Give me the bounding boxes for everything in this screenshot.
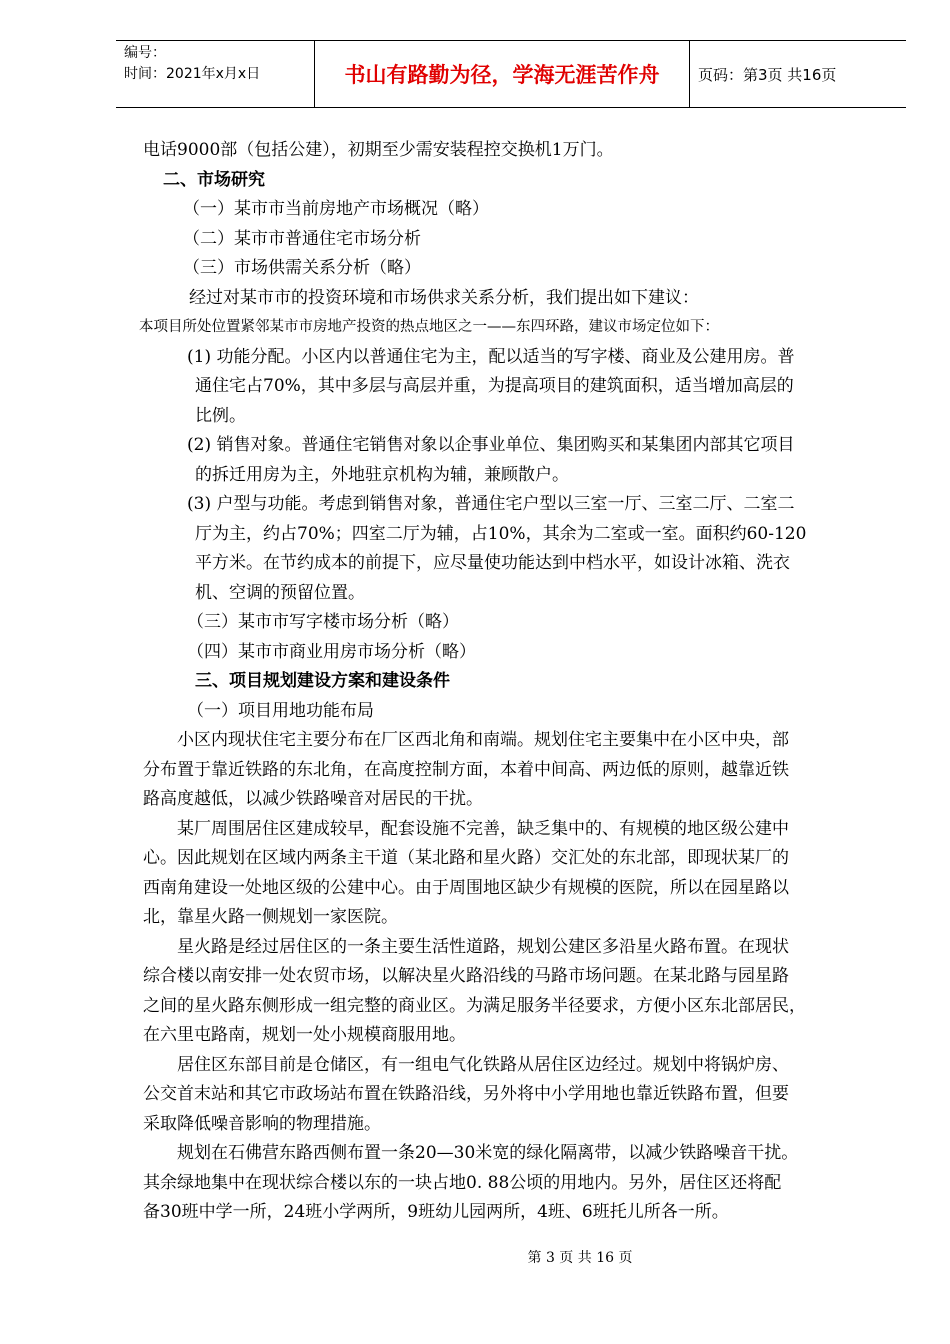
subsection-title: （一）项目用地功能布局 (187, 700, 374, 721)
body-line: 之间的星火路东侧形成一组完整的商业区。为满足服务半径要求，方便小区东北部居民， (143, 995, 806, 1016)
body-line: 其余绿地集中在现状综合楼以东的一块占地0. 88公顷的用地内。另外，居住区还将配 (143, 1172, 782, 1193)
body-line: 经过对某市市的投资环境和市场供求关系分析，我们提出如下建议： (189, 287, 699, 308)
section-heading: 二、市场研究 (163, 169, 265, 190)
body-line: 备30班中学一所，24班小学两所，9班幼儿园两所，4班、6班托儿所各一所。 (143, 1202, 729, 1222)
subsection-title: （二）某市市普通住宅市场分析 (183, 228, 421, 249)
list-item-continuation: 通住宅占70%，其中多层与高层并重，为提高项目的建筑面积，适当增加高层的 (195, 376, 794, 396)
header-motto: 书山有路勤为径，学海无涯苦作舟 (315, 41, 690, 107)
body-line: 星火路是经过居住区的一条主要生活性道路，规划公建区多沿星火路布置。在现状 (177, 936, 789, 957)
body-line: 北，靠星火路一侧规划一家医院。 (143, 907, 398, 927)
body-line: 在六里屯路南，规划一处小规模商服用地。 (143, 1025, 466, 1045)
body-line: 心。因此规划在区域内两条主干道（某北路和星火路）交汇处的东北部，即现状某厂的 (143, 848, 789, 868)
body-line: 分布置于靠近铁路的东北角，在高度控制方面，本着中间高、两边低的原则，越靠近铁 (143, 759, 789, 780)
body-line: 西南角建设一处地区级的公建中心。由于周围地区缺少有规模的医院，所以在园星路以 (143, 877, 789, 898)
body-line: 综合楼以南安排一处农贸市场，以解决星火路沿线的马路市场问题。在某北路与园星路 (143, 966, 789, 986)
document-body (139, 136, 878, 1228)
list-item-continuation: 平方米。在节约成本的前提下，应尽量使功能达到中档水平，如设计冰箱、洗衣 (195, 553, 790, 573)
body-line: 小区内现状住宅主要分布在厂区西北角和南端。规划住宅主要集中在小区中央，部 (177, 730, 789, 750)
page-header (116, 40, 906, 108)
list-item: (3) 户型与功能。考虑到销售对象，普通住宅户型以三室一厅、三室二厅、二室二 (187, 494, 795, 514)
header-page-info: 页码：第3页 共16页 (698, 65, 837, 84)
list-item: (1) 功能分配。小区内以普通住宅为主，配以适当的写字楼、商业及公建用房。普 (187, 346, 795, 367)
list-item-continuation: 机、空调的预留位置。 (195, 582, 365, 603)
body-line: 居住区东部目前是仓储区，有一组电气化铁路从居住区边经过。规划中将锅炉房、 (177, 1054, 789, 1075)
list-item-continuation: 比例。 (195, 405, 246, 426)
document-time-label: 时间：2021年x月x日 (124, 66, 261, 82)
subsection-title: （三）某市市写字楼市场分析（略） (187, 612, 459, 632)
body-line: 规划在石佛营东路西侧布置一条20—30米宽的绿化隔离带，以减少铁路噪音干扰。 (177, 1143, 799, 1163)
body-line: 采取降低噪音影响的物理措施。 (143, 1113, 381, 1134)
body-line: 电话9000部（包括公建），初期至少需安装程控交换机1万门。 (143, 140, 614, 160)
subsection-title: （三）市场供需关系分析（略） (183, 258, 421, 278)
list-item-continuation: 厅为主，约占70%；四室二厅为辅，占10%，其余为二室或一室。面积约60-120 (195, 523, 807, 544)
list-item-continuation: 的拆迁用房为主，外地驻京机构为辅，兼顾散户。 (195, 464, 569, 485)
body-line: 本项目所处位置紧邻某市市房地产投资的热点地区之一——东四环路，建议市场定位如下： (139, 319, 719, 335)
subsection-title: （四）某市市商业用房市场分析（略） (187, 641, 476, 662)
body-line: 公交首末站和其它市政场站布置在铁路沿线，另外将中小学用地也靠近铁路布置，但要 (143, 1084, 789, 1104)
body-line: 路高度越低，以减少铁路噪音对居民的干扰。 (143, 789, 483, 809)
section-heading: 三、项目规划建设方案和建设条件 (195, 671, 450, 691)
page-footer: 第 3 页 共 16 页 (527, 1250, 633, 1266)
body-line: 某厂周围居住区建成较早，配套设施不完善，缺乏集中的、有规模的地区级公建中 (177, 818, 789, 839)
header-meta (116, 41, 315, 107)
list-item: (2) 销售对象。普通住宅销售对象以企事业单位、集团购买和某集团内部其它项目 (187, 435, 795, 455)
subsection-title: （一）某市市当前房地产市场概况（略） (183, 199, 489, 219)
document-number-label: 编号： (124, 45, 166, 61)
